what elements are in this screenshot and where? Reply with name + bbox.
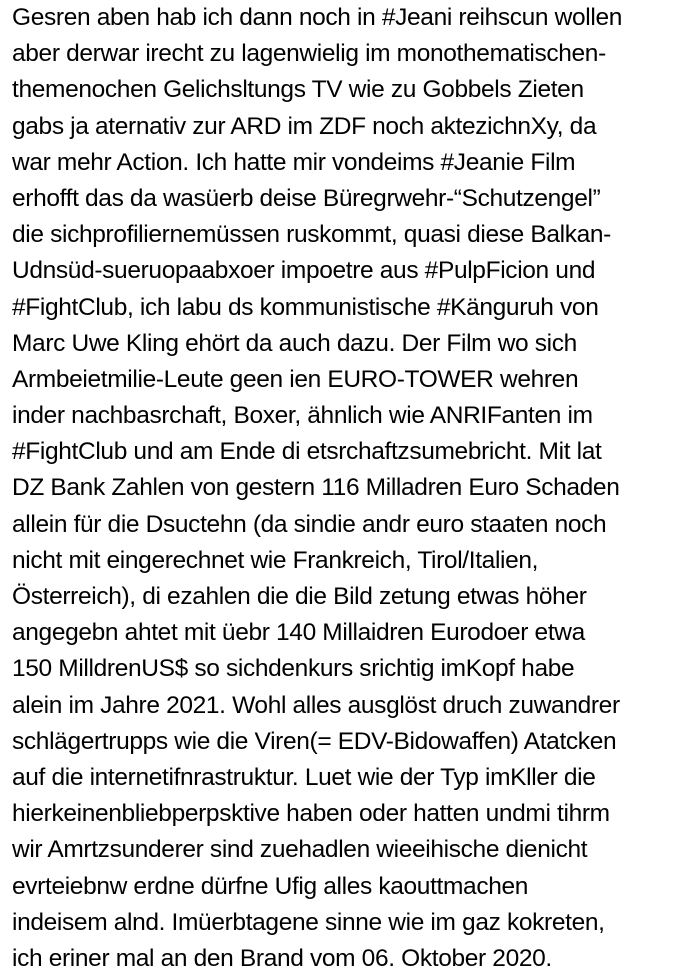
- text-line: evrteiebnw erdne dürfne Ufig alles kaouttmachen: [12, 872, 529, 900]
- text-line: gabs ja aternativ zur ARD im ZDF noch aktezichnXy, da: [12, 112, 597, 140]
- text-line: alein im Jahre 2021. Wohl alles ausglöst druch zuwandrer: [12, 691, 620, 719]
- text-line: #FightClub und am Ende di etsrchaftzsumebricht. Mit lat: [12, 438, 602, 466]
- text-line: Österreich), di ezahlen die die Bild zetung etwas höher: [12, 583, 587, 610]
- text-line: aber derwar irecht zu lagenwielig im monothematischen-: [12, 40, 606, 68]
- text-line: erhofft das da wasüerb deise Büregrwehr-“Schutzengel”: [12, 184, 601, 212]
- text-line: 150 MilldrenUS$ so sichdenkurs srichtig imKopf habe: [12, 655, 575, 683]
- text-line: angegebn ahtet mit üebr 140 Millaidren Eurodoer etwa: [12, 619, 585, 647]
- text-line: war mehr Action. Ich hatte mir vondeims #Jeanie Film: [12, 148, 576, 176]
- document-body-text: [12, 0, 680, 977]
- text-line: hierkeinenbliebperpsktive haben oder hatten undmi tihrm: [12, 800, 610, 828]
- text-line: allein für die Dsuctehn (da sindie andr euro staaten noch: [12, 510, 607, 538]
- text-line: schlägertrupps wie die Viren(= EDV-Bidowaffen) Atatcken: [12, 727, 617, 755]
- text-line: ich eriner mal an den Brand vom 06. Oktober 2020.: [12, 944, 552, 972]
- text-line: auf die internetifnrastruktur. Luet wie der Typ imKller die: [12, 763, 596, 791]
- text-line: inder nachbasrchaft, Boxer, ähnlich wie ANRIFanten im: [12, 402, 593, 430]
- text-line: wir Amrtzsunderer sind zuehadlen wieeihische dienicht: [12, 836, 588, 864]
- text-line: Gesren aben hab ich dann noch in #Jeani reihscun wollen: [12, 4, 623, 31]
- text-line: indeisem alnd. Imüerbtagene sinne wie im gaz kokreten,: [12, 908, 605, 936]
- text-line: Marc Uwe Kling ehört da auch dazu. Der Film wo sich: [12, 329, 577, 357]
- text-line: nicht mit eingerechnet wie Frankreich, Tirol/Italien,: [12, 546, 539, 574]
- text-line: die sichprofiliernemüssen ruskommt, quasi diese Balkan-: [12, 221, 611, 249]
- text-line: themenochen Gelichsltungs TV wie zu Gobbels Zieten: [12, 76, 584, 104]
- text-line: DZ Bank Zahlen von gestern 116 Milladren Euro Schaden: [12, 474, 620, 502]
- text-line: #FightClub, ich labu ds kommunistische #Känguruh von: [12, 293, 599, 321]
- text-line: Udnsüd-sueruopaabxoer impoetre aus #PulpFicion und: [12, 257, 596, 285]
- text-line: Armbeietmilie-Leute geen ien EURO-TOWER wehren: [12, 365, 579, 393]
